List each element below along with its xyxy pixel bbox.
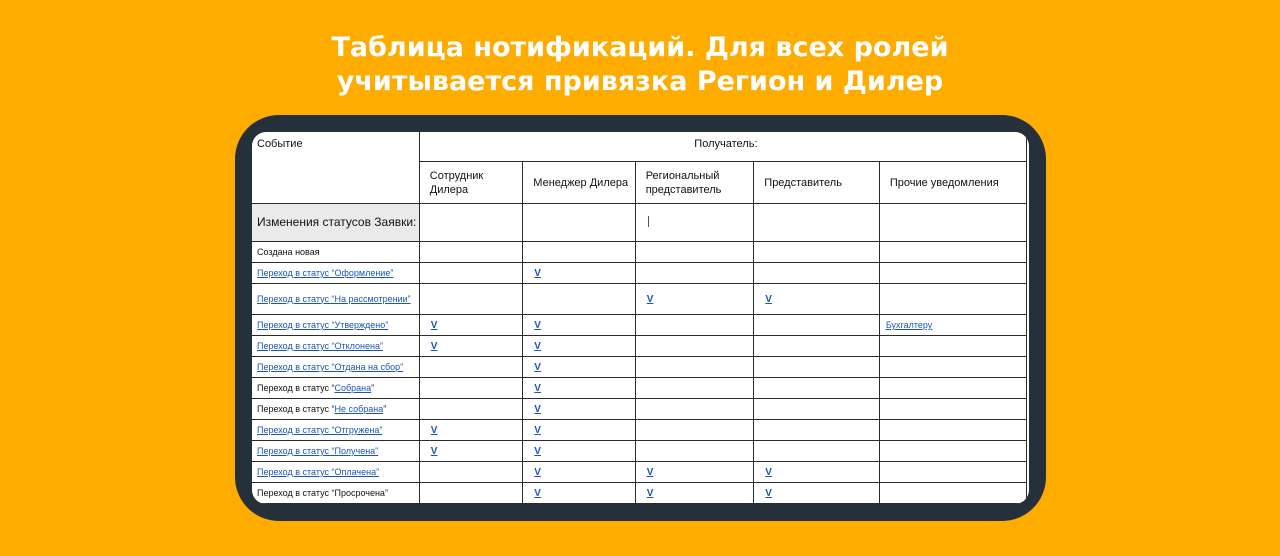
check-mark-link[interactable]: V [534,424,541,436]
check-mark-link[interactable]: V [646,293,654,305]
table-row [252,284,1027,315]
event-link[interactable]: Переход в статус “Оформление” [257,268,394,278]
event-text: Создана новая [257,247,320,257]
table-row [252,357,1027,378]
check-mark-link[interactable]: V [534,403,541,415]
table-row [252,420,1027,441]
recipient-cell [635,441,754,462]
recipient-cell [635,315,754,336]
recipient-cell [879,378,1026,399]
recipient-cell [419,378,523,399]
event-link[interactable]: Переход в статус “Отгружена” [257,425,383,435]
notification-table [252,132,1027,504]
event-text: Переход в статус “Просрочена” [257,488,388,498]
event-cell [252,483,419,504]
recipient-cell [523,357,635,378]
recipient-cell [754,263,880,284]
event-link[interactable]: Переход в статус “Получена” [257,446,379,456]
recipient-cell [754,336,880,357]
table-row [252,483,1027,504]
check-mark-link[interactable]: V [430,319,438,331]
column-header: Региональный представитель [635,162,754,204]
recipient-cell [419,483,523,504]
recipient-cell [754,483,880,504]
recipient-cell [879,336,1026,357]
event-text: ” [383,404,387,414]
table-row [252,462,1027,483]
event-text: Переход в статус “ [257,404,335,414]
recipient-cell [879,483,1026,504]
event-link[interactable]: Не собрана [334,404,384,414]
table-cell[interactable] [635,204,754,242]
recipient-cell [754,357,880,378]
event-link[interactable]: Переход в статус “Оплачена” [257,467,380,477]
recipient-cell [754,315,880,336]
recipient-cell [419,315,523,336]
recipient-header: Получатель: [419,132,1026,162]
table-row [252,263,1027,284]
table-row [252,399,1027,420]
check-mark-link[interactable]: V [534,319,541,331]
recipient-cell [523,336,635,357]
recipient-cell [879,462,1026,483]
check-mark-link[interactable]: V [534,267,541,279]
recipient-cell [635,462,754,483]
column-header: Сотрудник Дилера [419,162,523,204]
event-link[interactable]: Собрана [334,383,372,393]
event-cell [252,441,419,462]
recipient-cell [754,378,880,399]
device-screen [252,132,1029,504]
check-mark-link[interactable]: V [765,466,772,478]
check-mark-link[interactable]: V [534,445,541,457]
recipient-cell [635,483,754,504]
recipient-cell [635,336,754,357]
device-frame [235,115,1046,521]
event-cell [252,263,419,284]
recipient-cell [523,420,635,441]
table-row [252,336,1027,357]
recipient-cell [754,420,880,441]
recipient-cell [754,284,880,315]
group-label: Изменения статусов Заявки: [252,204,419,242]
recipient-cell [523,378,635,399]
recipient-cell [879,441,1026,462]
check-mark-link[interactable]: V [765,487,772,499]
recipient-cell [635,284,754,315]
check-mark-link[interactable]: V [534,487,541,499]
check-mark-link[interactable]: V [646,466,654,478]
table-cell [879,204,1026,242]
event-cell [252,399,419,420]
recipient-cell [635,357,754,378]
recipient-cell [419,399,523,420]
recipient-cell [523,284,635,315]
event-link[interactable]: Переход в статус “Отклонена” [257,341,383,351]
recipient-cell [419,420,523,441]
recipient-cell [879,399,1026,420]
table-row [252,378,1027,399]
heading-line-1: Таблица нотификаций. Для всех ролей [331,32,949,63]
recipient-cell [754,462,880,483]
check-mark-link[interactable]: V [430,445,438,457]
table-cell [754,204,880,242]
recipient-cell [754,242,880,263]
recipient-cell [754,441,880,462]
event-cell [252,378,419,399]
table-row [252,315,1027,336]
column-header: Прочие уведомления [879,162,1026,204]
recipient-cell [635,242,754,263]
recipient-cell [523,315,635,336]
event-cell [252,284,419,315]
recipient-cell [419,441,523,462]
recipient-cell [523,399,635,420]
recipient-cell [419,336,523,357]
recipient-cell [419,242,523,263]
table-cell [523,204,635,242]
page-heading [0,31,1280,99]
recipient-cell [879,242,1026,263]
recipient-cell [879,315,1026,336]
event-cell [252,242,419,263]
recipient-cell [879,284,1026,315]
recipient-cell [635,378,754,399]
event-cell [252,357,419,378]
recipient-cell [523,242,635,263]
recipient-cell [523,263,635,284]
event-link[interactable]: Переход в статус “Отдана на сбор” [257,362,404,372]
check-mark-link[interactable]: V [646,487,654,499]
event-cell [252,336,419,357]
check-mark-link[interactable]: V [765,293,772,305]
recipient-cell [523,462,635,483]
heading-line-2: учитывается привязка Регион и Дилер [336,66,944,97]
event-header: Событие [252,132,419,204]
recipient-cell [635,263,754,284]
table-row [252,441,1027,462]
table-row [252,242,1027,263]
check-mark-link[interactable]: V [430,424,438,436]
recipient-cell [419,284,523,315]
event-link[interactable]: Переход в статус “Утверждено” [257,320,389,330]
event-cell [252,315,419,336]
recipient-cell [419,263,523,284]
recipient-cell [635,399,754,420]
recipient-cell [879,263,1026,284]
event-text: Переход в статус “ [257,383,335,393]
other-notification-link[interactable]: Бухгалтеру [885,320,933,330]
column-header: Представитель [754,162,880,204]
recipient-cell [523,441,635,462]
recipient-cell [419,357,523,378]
column-header: Менеджер Дилера [523,162,635,204]
recipient-cell [419,462,523,483]
recipient-cell [879,420,1026,441]
event-cell [252,420,419,441]
check-mark-link[interactable]: V [534,340,541,352]
event-text: ” [371,383,375,393]
event-link[interactable]: Переход в статус “На рассмотрении” [257,293,411,304]
recipient-cell [754,399,880,420]
check-mark-link[interactable]: V [534,466,541,478]
table-cell [419,204,523,242]
recipient-cell [635,420,754,441]
event-cell [252,462,419,483]
text-cursor [648,216,649,227]
recipient-cell [523,483,635,504]
check-mark-link[interactable]: V [430,340,438,352]
check-mark-link[interactable]: V [534,361,541,373]
recipient-cell [879,357,1026,378]
check-mark-link[interactable]: V [534,382,541,394]
